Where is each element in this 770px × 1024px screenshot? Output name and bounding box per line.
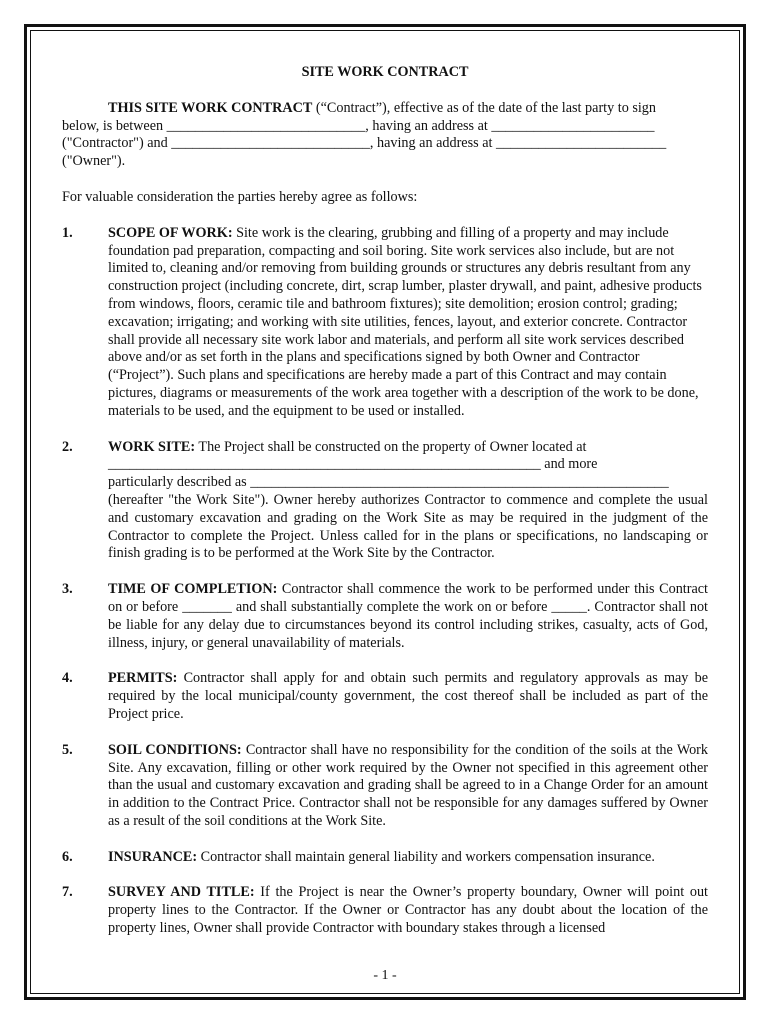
section-number: 7. xyxy=(62,884,73,901)
section-permits xyxy=(62,670,708,723)
section-body: PERMITS: Contractor shall apply for and obtain such permits and regulatory approvals as may be required by the local municipal/county government, the cost thereof shall be included as part of the Project price. xyxy=(108,670,708,722)
intro-paragraph xyxy=(62,100,708,171)
intro-bold-lead: THIS SITE WORK CONTRACT xyxy=(108,99,313,116)
consideration-text: For valuable consideration the parties hereby agree as follows: xyxy=(62,188,418,205)
section-survey-and-title xyxy=(62,884,708,937)
section-insurance xyxy=(62,849,708,867)
page-number: - 1 - xyxy=(373,968,397,983)
section-number: 4. xyxy=(62,670,73,687)
section-time-of-completion xyxy=(62,581,708,652)
intro-line-3: ("Contractor") and ____________________________, having an address at ________________________ xyxy=(62,135,667,152)
section-soil-conditions xyxy=(62,742,708,831)
section-number: 6. xyxy=(62,848,73,865)
section-heading: INSURANCE: xyxy=(108,848,198,865)
section-body: WORK SITE: The Project shall be constructed on the property of Owner located at _____________________________________________________________ and more particularly described as ___________________________________________________________ (hereafter "the Work Site"). Owner hereby authorizes Contractor to commence and complete the usual and customary excavation and grading on the Work Site as may be required in the judgment of the Contractor to complete the Project. Unless called for in the plans or specifications, no landscaping or finish grading is to be performed at the Work Site by the Contractor. xyxy=(108,438,708,562)
section-number: 5. xyxy=(62,741,73,758)
section-work-site xyxy=(62,439,708,564)
section-heading: TIME OF COMPLETION: xyxy=(108,581,278,598)
section-heading: SOIL CONDITIONS: xyxy=(108,741,242,758)
section-heading: SCOPE OF WORK: xyxy=(108,224,233,241)
section-number: 2. xyxy=(62,438,73,455)
document-title: SITE WORK CONTRACT xyxy=(301,64,469,80)
intro-line-4: ("Owner"). xyxy=(62,153,126,170)
section-body: INSURANCE: Contractor shall maintain general liability and workers compensation insurance. xyxy=(108,848,655,865)
section-body: TIME OF COMPLETION: Contractor shall commence the work to be performed under this Contract on or before _______ and shall substantially complete the work on or before _____. Contractor shall not be liable for any delay due to circumstances beyond its control including strikes, casualty, acts of God, illness, injury, or general unavailability of materials. xyxy=(108,581,708,651)
document-page xyxy=(62,64,708,956)
section-body: SCOPE OF WORK: Site work is the clearing, grubbing and filling of a property and may include foundation pad preparation, compacting and soil boring. Site work services also include, but are not limited to, cleaning and/or removing from building grounds or structures any debris resultant from any construction project (including concrete, dirt, scrap lumber, plaster drywall, and paint, adhesive products from windows, floors, ceramic tile and bathroom fixtures); site demolition; erosion control; grading; excavation; irrigating; and working with site utilities, fences, layout, and exterior concrete. Contractor shall provide all necessary site work labor and materials, and perform all site work services described above and/or as set forth in the plans and specifications signed by both Owner and Contractor (“Project”). Such plans and specifications are hereby made a part of this Contract and may contain pictures, diagrams or measurements of the work area together with a description of the work to be done, materials to be used, and the equipment to be used or installed. xyxy=(108,224,702,419)
section-heading: PERMITS: xyxy=(108,670,178,687)
intro-line-2: below, is between ____________________________, having an address at _______________________ xyxy=(62,117,655,134)
section-body: SURVEY AND TITLE: If the Project is near the Owner’s property boundary, Owner will point out property lines to the Contractor. If the Owner or Contractor has any doubt about the location of the property lines, Owner shall provide Contractor with boundary stakes through a licensed xyxy=(108,884,708,937)
section-number: 3. xyxy=(62,581,73,598)
work-site-address-line: _____________________________________________________________ and more xyxy=(108,456,598,473)
section-heading: WORK SITE: xyxy=(108,438,196,455)
section-number: 1. xyxy=(62,224,73,241)
section-scope-of-work xyxy=(62,225,708,421)
work-site-description-line: particularly described as ___________________________________________________________ xyxy=(108,474,669,491)
section-heading: SURVEY AND TITLE: xyxy=(108,884,255,901)
intro-line-1: THIS SITE WORK CONTRACT (“Contract”), effective as of the date of the last party to sign xyxy=(108,99,656,116)
section-body: SOIL CONDITIONS: Contractor shall have no responsibility for the condition of the soils at the Work Site. Any excavation, filling or other work required by the Owner not specified in this agreement other than the usual and customary excavation and grading shall be agreed to in a Change Order for an amount in addition to the Contract Price. Contractor shall not be responsible for any damages suffered by Owner as a result of the soil conditions at the Work Site. xyxy=(108,741,708,829)
